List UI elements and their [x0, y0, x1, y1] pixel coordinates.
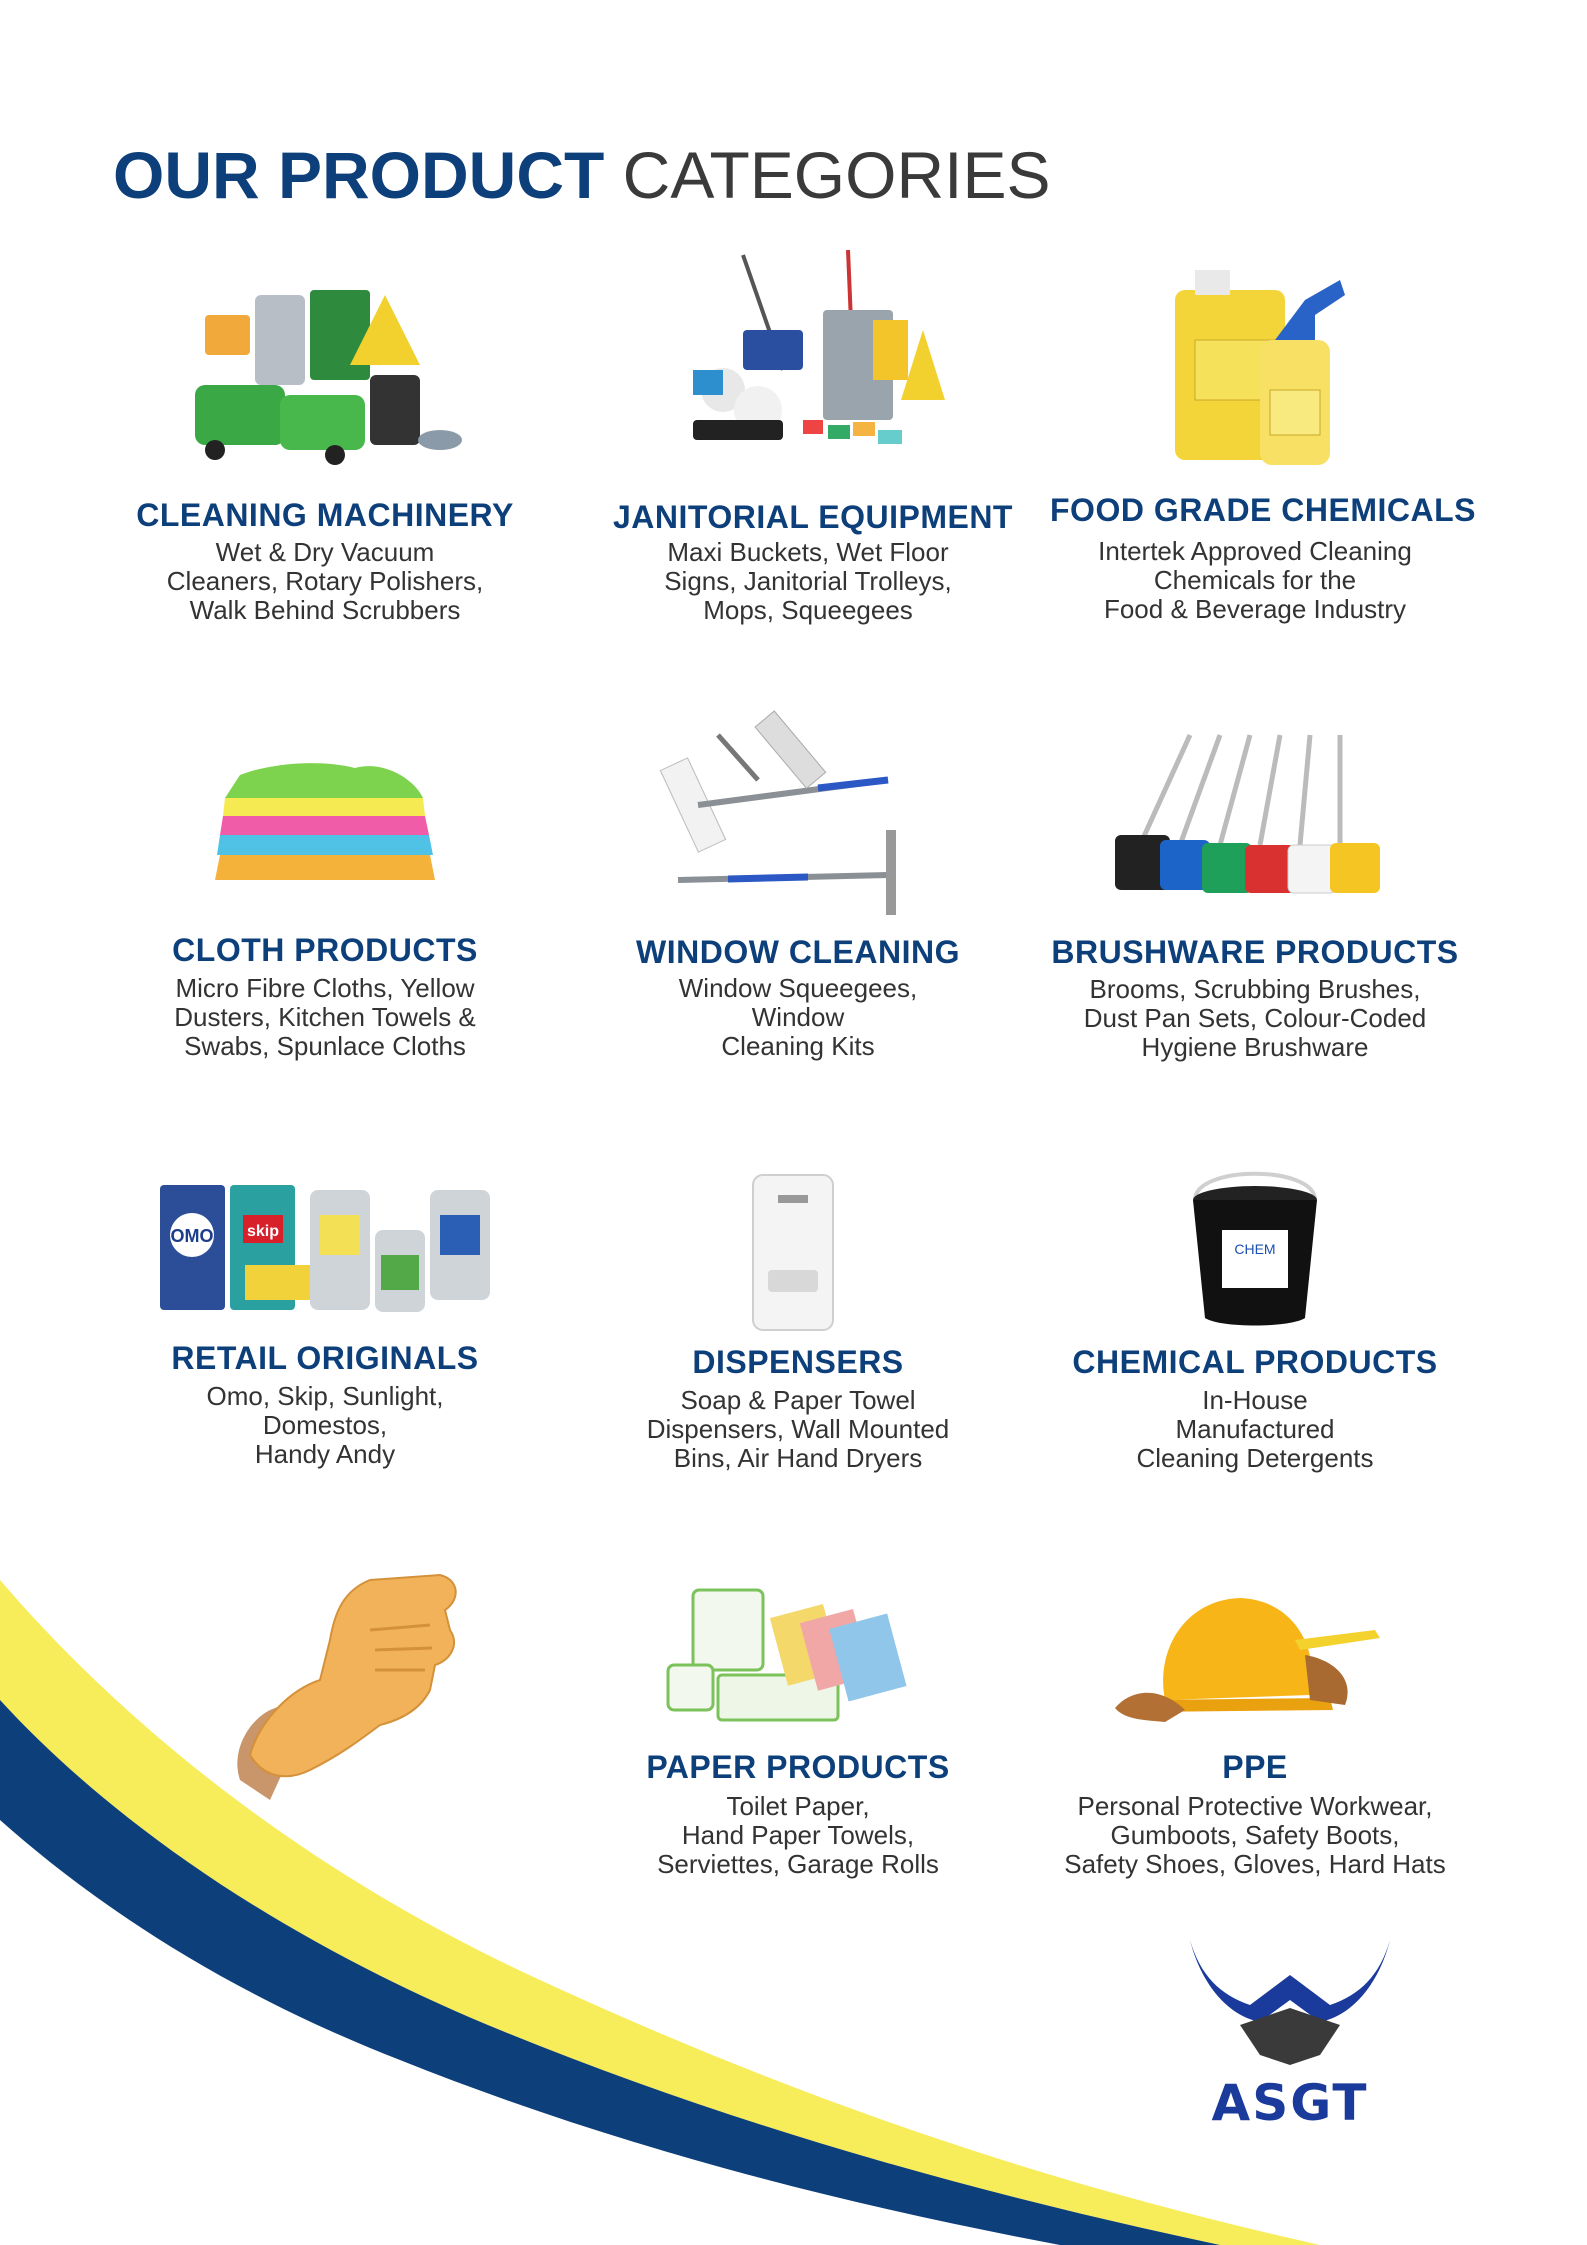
- category-paper-products: [613, 1570, 983, 1900]
- asgt-logo: [1180, 1930, 1400, 2130]
- page-title-strong: OUR PRODUCT: [113, 138, 605, 212]
- category-chemical-products: [1050, 1160, 1460, 1490]
- logo-text: ASGT: [1211, 2074, 1369, 2130]
- category-cleaning-machinery: [130, 250, 520, 640]
- gloved-hand-image: [170, 1570, 470, 1800]
- page-title: [113, 130, 1051, 220]
- page-title-light: CATEGORIES: [622, 138, 1051, 212]
- category-janitorial-equipment: [613, 250, 1013, 640]
- omo-label: OMO: [170, 1226, 214, 1246]
- retail-originals-image: [155, 1170, 495, 1320]
- category-description: Personal Protective Workwear, Gumboots, Safety Boots, Safety Shoes, Gloves, Hard Hats: [1064, 1791, 1446, 1879]
- category-retail-originals: [130, 1160, 520, 1490]
- category-description: Micro Fibre Cloths, Yellow Dusters, Kitchen Towels & Swabs, Spunlace Cloths: [174, 973, 476, 1061]
- janitorial-equipment-image: [673, 250, 953, 480]
- category-dispensers: [613, 1160, 983, 1490]
- brushware-products-image: [1110, 725, 1410, 915]
- category-title: CLEANING MACHINERY: [136, 497, 514, 533]
- category-title: CHEMICAL PRODUCTS: [1072, 1344, 1438, 1380]
- category-description: Soap & Paper Towel Dispensers, Wall Mounted Bins, Air Hand Dryers: [646, 1385, 950, 1473]
- chemical-products-image: [1180, 1160, 1330, 1330]
- ppe-image: [1105, 1580, 1405, 1730]
- category-brushware-products: [1050, 700, 1460, 1090]
- category-title: WINDOW CLEANING: [636, 934, 960, 970]
- category-description: In-House Manufactured Cleaning Detergents: [1136, 1385, 1374, 1473]
- category-description: Toilet Paper, Hand Paper Towels, Serviettes, Garage Rolls: [657, 1791, 939, 1879]
- category-title: FOOD GRADE CHEMICALS: [1050, 492, 1476, 528]
- category-title: PAPER PRODUCTS: [646, 1749, 950, 1785]
- logo-emblem-icon: [1180, 1930, 1400, 2130]
- category-ppe: [1050, 1570, 1460, 1900]
- category-description: Maxi Buckets, Wet Floor Signs, Janitorial Trolleys, Mops, Squeegees: [664, 537, 952, 625]
- cloth-products-image: [195, 750, 455, 900]
- category-description: Wet & Dry Vacuum Cleaners, Rotary Polishers, Walk Behind Scrubbers: [166, 537, 484, 625]
- category-description: Omo, Skip, Sunlight, Domestos, Handy Andy: [206, 1381, 444, 1469]
- category-description: Window Squeegees, Window Cleaning Kits: [678, 973, 918, 1061]
- chem-label: CHEM: [1234, 1241, 1276, 1257]
- skip-label: skip: [246, 1223, 280, 1240]
- cleaning-machinery-image: [185, 275, 465, 475]
- category-title: JANITORIAL EQUIPMENT: [613, 499, 1013, 535]
- category-title: RETAIL ORIGINALS: [171, 1340, 479, 1376]
- category-food-grade-chemicals: [1050, 250, 1476, 640]
- category-description: Brooms, Scrubbing Brushes, Dust Pan Sets, Colour-Coded Hygiene Brushware: [1083, 974, 1427, 1062]
- category-cloth-products: [130, 700, 520, 1090]
- category-title: PPE: [1222, 1749, 1288, 1785]
- food-grade-chemicals-image: [1165, 260, 1355, 475]
- category-description: Intertek Approved Cleaning Chemicals for the Food & Beverage Industry: [1098, 536, 1412, 624]
- window-cleaning-image: [658, 700, 918, 920]
- dispensers-image: [733, 1170, 863, 1340]
- paper-products-image: [658, 1580, 938, 1730]
- category-title: DISPENSERS: [692, 1344, 904, 1380]
- category-title: CLOTH PRODUCTS: [172, 932, 478, 968]
- category-window-cleaning: [613, 700, 983, 1090]
- category-title: BRUSHWARE PRODUCTS: [1051, 934, 1459, 970]
